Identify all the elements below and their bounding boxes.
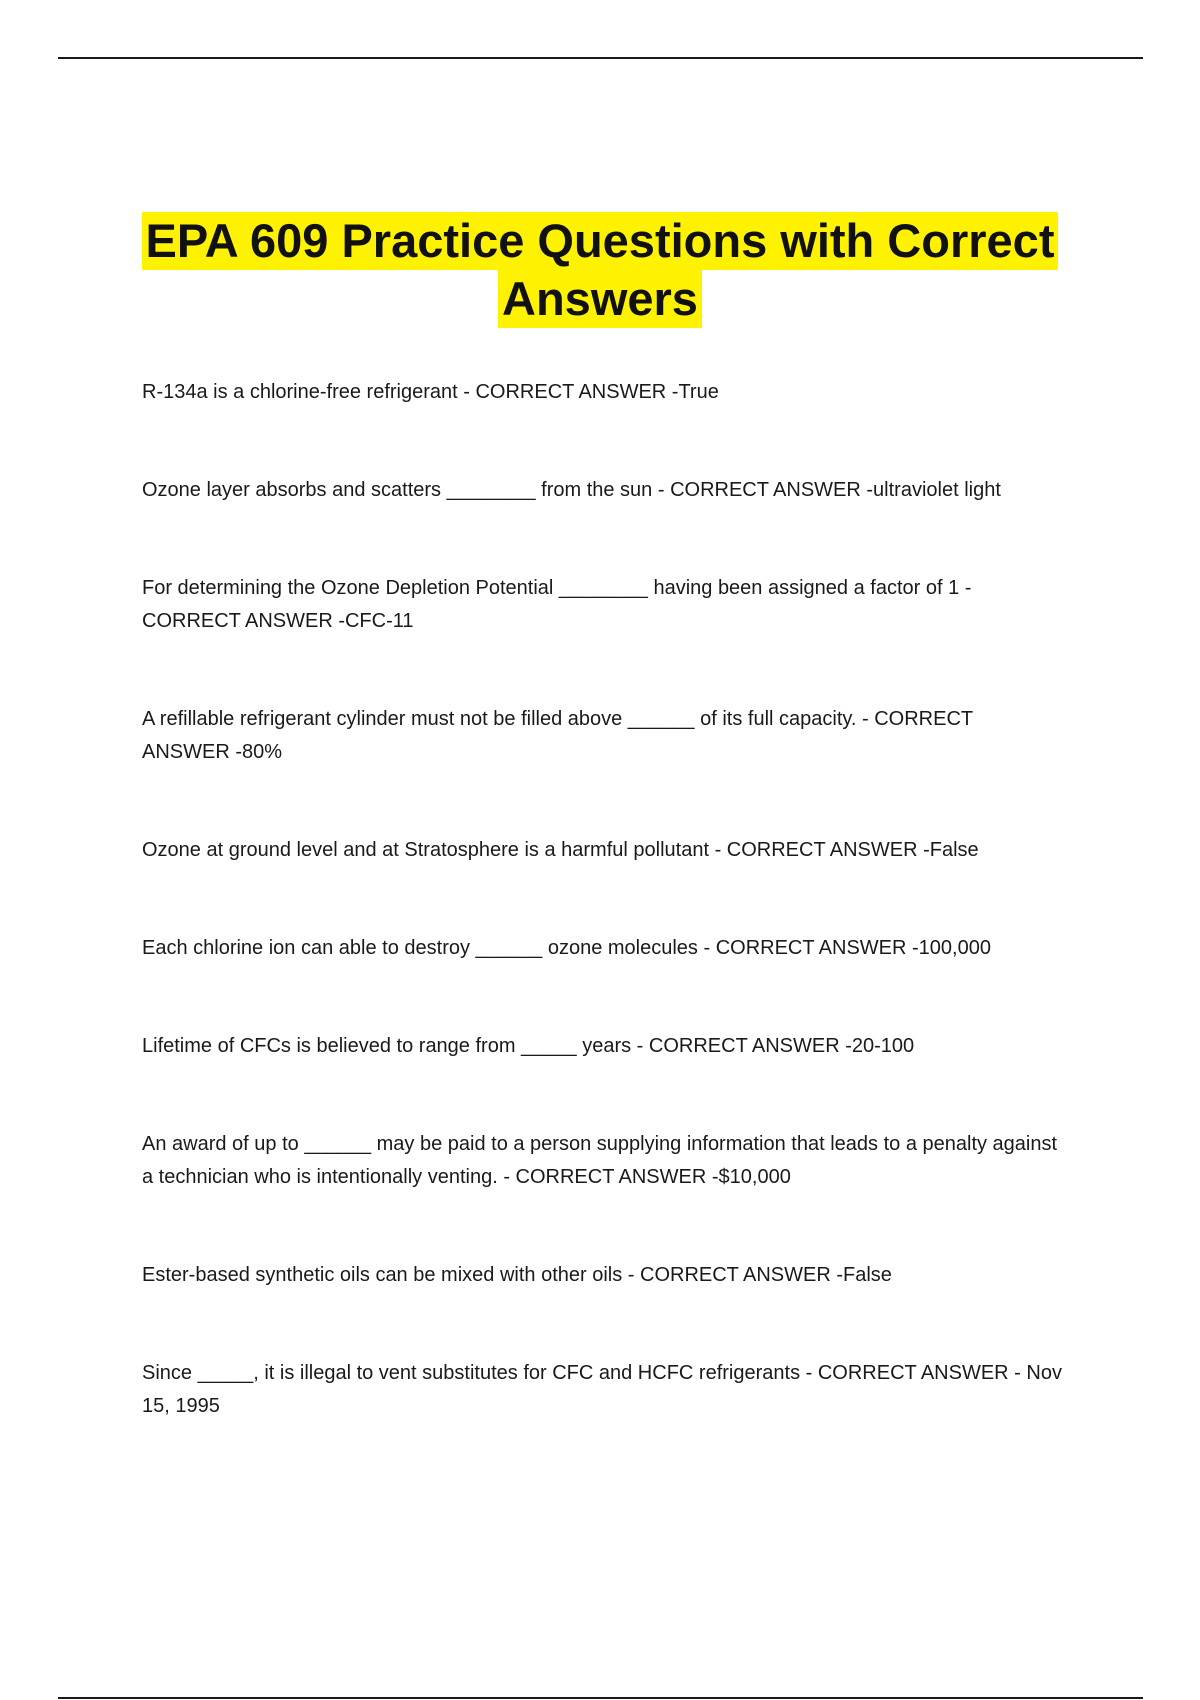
document-title [100, 212, 1100, 328]
qa-item: Lifetime of CFCs is believed to range from _____ years - CORRECT ANSWER -20-100 [142, 1035, 915, 1057]
qa-item: Ester-based synthetic oils can be mixed with other oils - CORRECT ANSWER -False [142, 1264, 892, 1286]
qa-item: A refillable refrigerant cylinder must not be filled above ______ of its full capacity. - CORRECT ANSWER -80% [142, 708, 973, 763]
title-line-1: EPA 609 Practice Questions with Correct [142, 212, 1059, 270]
title-line-2: Answers [498, 270, 702, 328]
top-rule [58, 57, 1143, 59]
qa-item: Ozone layer absorbs and scatters ________ from the sun - CORRECT ANSWER -ultraviolet light [142, 479, 1001, 501]
qa-item: Each chlorine ion can able to destroy ______ ozone molecules - CORRECT ANSWER -100,000 [142, 937, 991, 959]
qa-item: Since _____, it is illegal to vent substitutes for CFC and HCFC refrigerants - CORRECT ANSWER - Nov 15, 1995 [142, 1362, 1062, 1417]
qa-item: Ozone at ground level and at Stratosphere is a harmful pollutant - CORRECT ANSWER -False [142, 839, 979, 861]
qa-item: For determining the Ozone Depletion Potential ________ having been assigned a factor of 1 - CORRECT ANSWER -CFC-11 [142, 577, 972, 632]
qa-item: An award of up to ______ may be paid to a person supplying information that leads to a penalty against a technician who is intentionally venting. - CORRECT ANSWER -$10,000 [142, 1133, 1058, 1188]
qa-item: R-134a is a chlorine-free refrigerant - CORRECT ANSWER -True [142, 381, 719, 403]
bottom-rule [58, 1697, 1143, 1699]
